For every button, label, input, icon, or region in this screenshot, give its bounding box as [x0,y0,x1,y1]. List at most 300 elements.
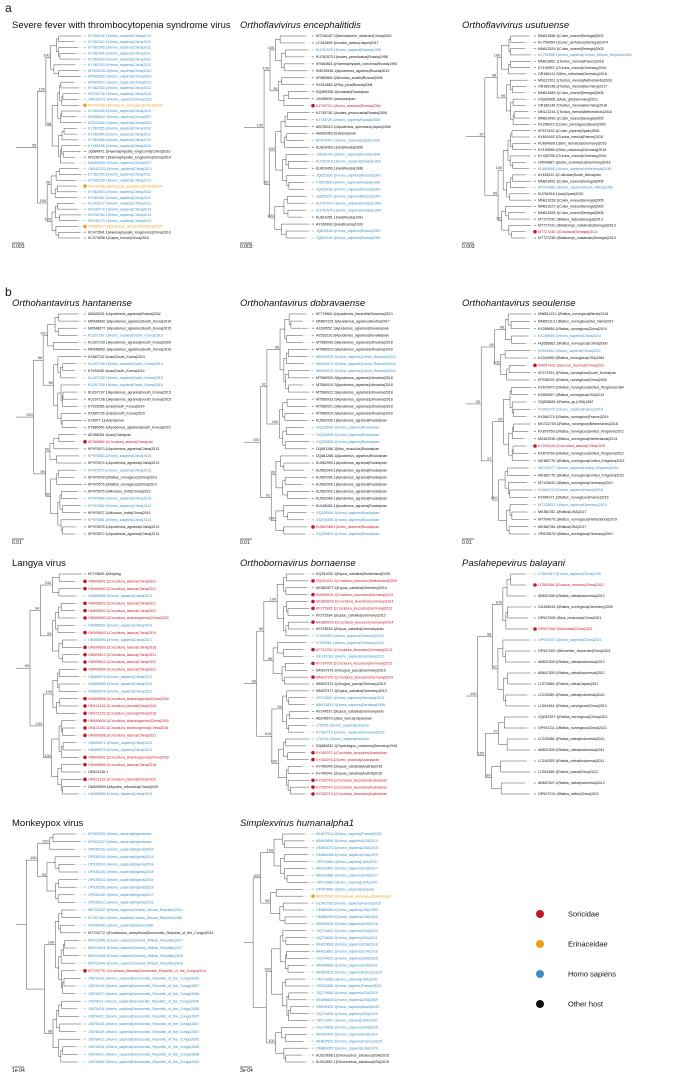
leaf-label: JX878427.1|Homo_sapiens|Democratic_Republic_of_the_Congo|2006 [88,991,200,996]
bootstrap-label: 99 [496,215,501,221]
panel-title: Orthoflavivirus encephalitidis [240,20,361,31]
tip-marker [533,230,537,234]
leaf-label: MK360775.1|Rattus_norvegicus|United_Kingdom|2013 [538,458,625,463]
figure-label-a: a [5,1,12,15]
leaf-label: OM065573.1|Homo_sapiens|China|2021 [88,748,153,753]
leaf-label: OM860059.1|Homo_sapiens|USA|2020 [316,915,379,920]
tip-marker [312,697,313,698]
leaf-label: KY362355.1|Homo_sapiens|China|2012 [88,126,152,131]
tip-marker [312,840,313,841]
scale-label: 0.003 [12,244,25,250]
tip-marker [312,854,313,855]
tip-marker [84,342,85,343]
leaf-label: KX601692.1|Turdus_merula|France|2015 [538,135,603,140]
leaf-label: JQ825160.1|Homo_sapiens|Russia|1999 [316,173,381,178]
tip-marker [311,792,315,796]
tree-panel-dob [240,298,396,546]
bootstrap-label: 100 [493,359,500,365]
tip-marker [84,203,85,204]
bootstrap-label: 100 [26,412,33,418]
tip-marker [312,484,313,485]
tip-marker [84,864,85,865]
leaf-label: KX064270.1|Homo_sapiens|France|2016 [538,488,603,493]
tip-marker [534,225,535,226]
leaf-label: AY533120.3|Apodemus_agrarius|Slovakia|nan [316,333,390,338]
leaf-label: OM099629.1|Crocidura_lasiura|China|2021 [88,601,157,606]
leaf-label: MN999839.1|Homo_sapiens|USA|2016 [316,922,378,927]
leaf-label: LC225389.1|Rattus_rattus|Indonesia|2010 [538,693,605,698]
tip-marker [84,434,85,435]
tip-marker [84,505,85,506]
tip-marker [312,427,313,428]
bootstrap-label: 91 [265,492,271,498]
tip-marker [312,1027,313,1028]
leaf-label: LC573646.1|Rattus_rattus|Japan|2017 [538,682,599,687]
leaf-label: LR699887.1|Bubo_scandiacus|Germany|2016 [538,160,611,165]
leaf-label: MT580921.2|Apodemus_agrarius|Lithuania|2018 [316,404,393,409]
tip-marker [84,879,85,880]
bootstrap-label: 100 [264,731,271,737]
tip-marker [84,349,85,350]
tip-marker [312,972,313,973]
leaf-label: KY362354.1|Homo_sapiens|China|2011 [88,132,151,137]
leaf-label: LT991983.1|Homo_sapiens|Germany|2018 [316,634,384,639]
bootstrap-label: 100 [267,44,275,50]
leaf-label: KX289654.1|Rattus_norvegicus|China|2014 [538,326,607,331]
leaf-label: OM099606.1|Crocidura_shantungensis|China|2018 [88,696,169,701]
leaf-label: KX064271.1|Rattus_norvegicus|France|2016 [538,495,609,500]
leaf-label: KU310658.1|Chlorocebus_sabaeus|USA|2015 [316,1053,389,1058]
legend-label: Soricidae [568,909,600,919]
leaf-label: OP535312.1|Homo_sapiens|Nigeria|2018 [88,900,154,905]
tip-marker [312,356,313,357]
tip-marker [534,206,535,207]
leaf-label: KP970572.1|Apodemus_agrarius|China|2013 [88,532,160,537]
tip-marker [84,328,85,329]
tip-marker [534,771,535,772]
leaf-label: MN813329.1|Culex_neavei|Senegal|2003 [538,46,604,51]
leaf-label: MG025937.1|Erinaceus_europaeus|Switzerland [316,894,392,899]
leaf-label: KY002077.1|Crocidura_leucodon|Austria|nan [316,750,387,755]
tip-marker [84,116,85,117]
leaf-label: MT580929.2|Apodemus_agrarius|Lithuania|2018 [316,411,393,416]
leaf-label: DQ681266.1|Mus_musculus|Russia|nan [316,447,380,452]
leaf-label: OM860065.1|Homo_sapiens|USA|1990 [316,908,379,913]
leaf-label: KP970581.1|Homo_sapiens|China|2013 [88,518,152,523]
leaf-label: KY362363.1|Homo_sapiens|China|2012 [88,190,152,195]
tip-marker [84,512,85,513]
leaf-label: KR230788.1|Erinaceus_europaeus|China|2014 [88,103,163,108]
leaf-label: GQ205397.1|Homo_sapiens|Russia|nan [316,532,380,537]
tip-marker [534,519,535,520]
tip-marker [84,1046,85,1047]
leaf-label: KU207197.1|Apodemus_agrarius|South_Korea|2015 [88,390,171,395]
leaf-label: OM099639.1|Crocidura_lasiura|China|2018 [88,645,157,650]
tip-marker [84,833,85,834]
tip-marker [83,653,87,657]
tip-marker [84,947,85,948]
leaf-label: OP535335.1|Homo_sapiens|Nigeria|2018 [88,885,154,890]
tip-marker [84,93,85,94]
bootstrap-label: 100 [35,720,43,726]
leaf-label: OM065589.1|Homo_sapiens|China|2019 [88,682,153,687]
tip-marker [312,126,313,127]
tip-marker [312,210,313,211]
leaf-label: MT580919.2|Apodemus_agrarius|Lithuania|2018 [316,383,393,388]
tip-marker [84,1008,85,1009]
leaf-label: MT374407.1|Homo_sapiens|Japan|1990 [316,138,380,143]
leaf-label: AF288294.1|nan|China|nan [88,432,132,437]
leaf-label: GQ205399.1|Homo_sapiens|Russia|nan [316,425,380,430]
tip-marker [84,856,85,857]
tip-marker [84,384,85,385]
bootstrap-label: 100 [30,855,37,861]
leaf-label: JQ825148.1|Homo_sapiens|Russia|1992 [316,229,381,234]
tip-marker [312,1034,313,1035]
bootstrap-label: 100 [495,165,503,171]
leaf-label: L76234.1|Homo_sapiens|nan|nan [316,737,370,742]
leaf-label: KX879769.1|Rattus_norvegicus|United_Kingdom|2012 [538,451,624,456]
leaf-label: OR711687.1|Homo_sapiens|USA|2020 [316,1018,378,1023]
tip-marker [312,875,313,876]
leaf-label: MN813489.1|Culex_neavei|Senegal|2005 [538,91,604,96]
leaf-label: OM860057.1|Homo_sapiens|USA|1979 [316,1046,379,1051]
tip-marker [312,985,313,986]
leaf-label: DQ989336.1|Ixodidae|Russia|nan [316,89,370,94]
scale-label: 0.01 [240,540,250,546]
tip-marker [534,200,535,201]
leaf-label: JX878428.1|Homo_sapiens|Democratic_Republic_of_the_Congo|2006 [88,1045,200,1049]
leaf-label: OM065576.1|Homo_sapiens|China|2021 [88,674,153,679]
tip-marker [312,1041,313,1042]
leaf-label: KF573410.1|Culex_pipiens|Spain|2006 [538,128,600,133]
bootstrap-label: 88 [45,491,50,497]
leaf-label: OP947208.1|Mus_musculus|China|2021 [538,616,602,621]
leaf-label: OM099601.1|Crocidura_shantungensis|China|2018 [88,755,169,760]
tip-marker [84,392,85,393]
tip-marker [84,35,85,36]
tip-marker [84,849,85,850]
tip-marker [312,434,313,435]
panel-title: Monkeypox virus [12,818,84,829]
bootstrap-label: 100 [253,872,260,878]
leaf-label: AB246670.1|Bos_taurus|Japan|nan [316,716,372,721]
tip-marker [534,482,535,483]
leaf-label: JX878415.1|Homo_sapiens|Democratic_Republic_of_the_Congo|2008 [88,1007,200,1011]
leaf-label: MG800678.1|Crocidura_leucodon|Germany|2014 [316,599,394,604]
leaf-label: KU760915.1|nan|Spain|2010 [538,192,584,197]
tip-marker [83,726,87,730]
leaf-label: KY002073.1|Crocidura_leucodon|Austria|nan [316,792,387,797]
tip-marker [84,64,85,65]
bootstrap-label: 100 [269,596,277,602]
tip-marker [312,745,313,746]
tip-marker [84,963,85,964]
tip-marker [84,209,85,210]
leaf-label: MN974829.1|Homo_sapiens|Germany|1996 [316,702,386,707]
tip-marker [84,87,85,88]
leaf-label: EU816450.1|nan|Russia|1986 [316,166,364,171]
leaf-label: JQ825146.1|Homo_sapiens|Russia|1994 [316,236,381,241]
tip-marker [534,357,535,358]
leaf-label: KR230773.1|Homo_sapiens|China|2013 [88,218,152,223]
tip-marker [84,526,85,527]
leaf-label: JQ684872.1|Haemaphysalis_longicornis|China|2010 [88,149,171,154]
tip-marker [312,958,313,959]
tip-marker [312,384,313,385]
tree-panel-mpx [12,818,213,1074]
leaf-label: AY374537.2|Equus_caballus|Germany|nan [316,709,384,714]
leaf-label: KP970575.1|Microtus_fortis|China|2013 [88,489,151,494]
tip-marker [534,372,535,373]
tip-marker [84,377,85,378]
leaf-label: OM099610.1|Crocidura_lasiura|China|2021 [88,660,157,665]
tip-marker [84,691,85,692]
leaf-label: MN702446.1|Homo_sapiens|Central_African_Republic|2016 [88,953,183,958]
tip-marker [312,147,313,148]
leaf-label: MT022606.1|Homo_sapiens|China|2013 [88,120,152,125]
scale-label: 3e-04 [240,1068,253,1074]
tip-marker [534,453,535,454]
tip-marker [534,497,535,498]
bootstrap-label: 100 [39,198,47,204]
tip-marker [84,47,85,48]
tip-marker [312,420,313,421]
tip-marker [534,187,535,188]
tip-marker [312,203,313,204]
tree-panel-usu [462,20,632,250]
bootstrap-label: 92 [475,398,481,404]
leaf-label: KC505142.1|Homo_sapiens|China|2011 [88,34,152,39]
bootstrap-label: 98 [31,142,37,148]
panel-title: Orthobornavirus bornaense [240,558,356,569]
leaf-label: MN702444.1|Homo_sapiens|Central_African_Republic|2017 [88,946,183,951]
tip-marker [311,785,315,789]
bootstrap-label: 90 [44,446,49,452]
leaf-label: AB753012.1|Apodemus_speciosus|Japan|2008 [316,124,391,129]
leaf-label: KJ950987.1|Rattus_norvegicus|USA|2013 [538,392,605,397]
tip-marker [312,587,313,588]
leaf-label: OP947211.1|Rattus_norvegicus|China|2021 [538,726,607,731]
leaf-label: MH193387.1|Homo_sapiens|USA|2017 [316,866,378,871]
tip-marker [312,63,313,64]
bootstrap-label: 96 [258,626,263,632]
leaf-label: JX878418.1|Homo_sapiens|Democratic_Republic_of_the_Congo|2007 [88,1022,200,1027]
tip-marker [312,635,313,636]
tip-marker [312,35,313,36]
tip-marker [312,133,313,134]
tip-marker [534,48,535,49]
tip-marker [84,399,85,400]
tip-marker [534,423,535,424]
tip-marker [84,902,85,903]
tip-marker [312,441,313,442]
tip-marker [312,930,313,931]
leaf-label: MK548677.1|Apodemus_agrarius|South_Korea|2015 [88,326,172,331]
leaf-label: KC257460.1|Homo_sapiens|Central_African_Republic|1988 [88,915,183,920]
leaf-label: KY362361.1|Homo_sapiens|China|2011 [88,195,151,200]
tip-marker [84,363,85,364]
leaf-label: MK900675.1|Homo_sapiens|Czech_Republic|2011 [316,354,396,359]
leaf-label: KX064275.1|Homo_sapiens|France|2014 [538,407,603,412]
leaf-label: OQ835584.1|Rattus_sp.|USA|1982 [538,400,594,405]
tip-marker [534,526,535,527]
leaf-label: KF880803.1|Haemaphysalis_concinna|Russia|1990 [316,62,398,67]
leaf-label: EF536376.1|Rattus_norvegicus|China|2005 [538,378,607,383]
tip-marker [84,134,85,135]
leaf-label: DQ251041.1|Crocidura_leucodon|Switzerland|2005 [316,579,397,584]
tip-marker [534,143,535,144]
leaf-label: MZ243377.1|Homo_sapiens|United_Kingdom|2019 [538,466,619,471]
leaf-label: KY362344.1|Homo_sapiens|China|2011 [88,51,151,56]
tip-marker [312,406,313,407]
leaf-label: MT005262.1|Homo_sapiens|China|2013 [88,74,152,79]
tip-marker [84,985,85,986]
bootstrap-label: 94 [277,703,282,709]
tip-marker [312,1048,313,1049]
tip-marker [312,49,313,50]
bootstrap-label: 95 [273,85,278,91]
leaf-label: KU761575.1|Homo_sapiens|Russia|1958 [316,208,381,213]
leaf-label: KC754954.1|Culex_perfuscus|Senegal|1974 [538,40,608,45]
leaf-label: MH697529.1|Homo_sapiens|France|2015 [316,1039,382,1044]
tip-marker [534,683,535,684]
tip-marker [84,786,85,787]
tip-marker [534,650,535,651]
leaf-label: OP535334.1|Homo_sapiens|Nigeria|2018 [88,877,154,882]
tip-marker [84,1061,85,1062]
leaf-label: OM099571.1|Homo_sapiens|China|2020 [88,740,153,745]
leaf-label: MT580922.2|Apodemus_agrarius|Lithuania|2018 [316,390,393,395]
tip-marker [312,342,313,343]
leaf-label: EU562992.1|Apodemus_agrarius|Russia|nan [316,489,387,494]
leaf-label: GQ205396.1|Homo_sapiens|Russia|nan [316,510,380,515]
leaf-label: KF275185.1|Crocidura_leucodon|Germany|2012 [316,606,393,611]
tip-marker [83,712,87,716]
tip-marker [534,394,535,395]
tip-marker [312,519,313,520]
leaf-label: EU562994.1|Apodemus_agrarius|Russia|nan [316,461,387,466]
tip-marker [312,656,313,657]
bootstrap-label: 100 [44,580,52,585]
leaf-label: KT933055.1|nan|South_Korea|2014 [88,404,145,409]
leaf-label: KY426758.1|Turdus_merula|Germany|2016 [538,154,607,159]
leaf-label: MK548690.1|Apodemus_agrarius|South_Korea|2016 [88,319,172,324]
leaf-label: KR230776.1|Homo_sapiens|China|2013 [88,91,152,96]
tip-marker [312,512,313,513]
tip-marker [83,660,87,664]
tip-marker [84,455,85,456]
leaf-label: OR711686.1|Homo_sapiens|USA|2020 [316,859,378,864]
leaf-label: OP297886.1|Homo_sapiens|nan|nan [316,887,375,892]
leaf-label: JX878422.1|Homo_sapiens|Democratic_Republic_of_the_Congo|2006 [88,1037,200,1042]
leaf-label: OP589917.1|Erinaceus_amurensis|China|2019 [88,224,162,229]
tip-marker [312,77,313,78]
tip-marker [534,155,535,156]
tip-marker [83,440,87,444]
tip-marker [84,484,85,485]
leaf-label: OQ724689.1|Homo_sapiens|USA|2015 [316,991,378,996]
tip-marker [84,427,85,428]
leaf-label: MK360775.1|Rattus_norvegicus|United_Kingdom|2012 [538,473,625,478]
leaf-label: KY362345.1|Homo_sapiens|China|2011 [88,172,151,177]
leaf-label: KP970577.1|Microtus_fortis|China|2013 [88,510,151,515]
leaf-label: MN122244.1|Turdus_merula|Netherlands|2018 [538,109,612,114]
leaf-label: MN702445.1|Homo_sapiens|Central_African_Republic|2017 [88,938,183,943]
tip-marker [534,716,535,717]
tip-marker [84,370,85,371]
leaf-label: AJ269552.1|Apodemus_agrarius|Slovakia|nan [316,326,389,331]
bootstrap-label: 99 [501,92,506,98]
leaf-label: MN999787.1|Homo_sapiens|USA|2010 [316,1032,378,1037]
leaf-label: KY002076.1|Sorex_araneus|Austria|nan [316,757,380,762]
leaf-label: JX878412.1|Homo_sapiens|Democratic_Republic_of_the_Congo|2008 [88,1052,200,1057]
tip-marker [534,738,535,739]
leaf-label: KX289659.1|Homo_sapiens|China|2014 [538,334,602,339]
leaf-label: OM099630.1|Crocidura_shantungensis|China|2020 [88,616,169,621]
tip-marker [312,690,313,691]
tip-marker [534,54,535,55]
bootstrap-label: 99 [47,630,52,636]
tip-marker [83,668,87,672]
leaf-label: OM101130.1|Crocidura_shantungensis|China|2018 [88,726,169,731]
leaf-label: KU207205.1|Homo_sapiens|South_Korea|2015 [88,383,163,388]
tip-marker [312,161,313,162]
tip-marker [311,662,315,666]
tip-marker [534,86,535,87]
bootstrap-label: 99 [267,655,273,661]
tip-marker [534,606,535,607]
leaf-label: KX6077.1|nan|nan|nan [88,418,125,423]
tip-marker [312,91,313,92]
leaf-label: EU562989.1|Apodemus_agrarius|Russia|nan [316,496,387,501]
leaf-label: OM162220.1|Homo_sapiens|China|2021 [88,166,153,171]
leaf-label: KU761574.1|Homo_sapiens|Russia|1958 [316,201,381,206]
tip-marker [312,642,313,643]
leaf-label: OP947209.1|Niviventer_niviventer|China|2021 [538,649,611,654]
leaf-label: EU816453.1|nan|Russia|2000 [316,145,364,150]
leaf-label: MT724770.1|Crocidura_littoralis|Democratic_Republic_of_the_Congo|2014 [88,969,206,973]
bootstrap-label: 91 [261,381,266,387]
tip-marker [534,99,535,100]
leaf-label: OP870676.1|Rattus_norvegicus|Germany|2019 [538,532,613,537]
bootstrap-label: 98 [251,678,256,684]
leaf-label: OP947210.1|Rattus_rattus|China|2021 [538,792,599,797]
leaf-label: KY362366.1|Homo_sapiens|China|2012 [88,138,152,143]
tip-marker [534,409,535,410]
tip-marker [534,219,535,220]
leaf-label: KF880805.1|Microtus_arvalis|Russia|2008 [316,75,383,80]
tip-marker [84,1054,85,1055]
tree-panel-tbe [240,20,397,250]
leaf-label: EU816451.1|nan|Russia|1991 [316,215,364,220]
tip-marker [83,704,87,708]
tip-marker [312,615,313,616]
scale-label: 0.003 [240,244,253,250]
leaf-label: KF278639.1|Mojiang [88,572,121,577]
bootstrap-label: 97 [493,728,498,734]
tip-marker [534,431,535,432]
tip-marker [311,579,315,583]
tip-marker [312,448,313,449]
bootstrap-label: 100 [270,758,278,764]
leaf-label: OP535340.1|Homo_sapiens|Nigeria|2017 [88,893,154,897]
leaf-label: GQ205393.1|Homo_sapiens|Russia|nan [316,439,380,444]
tip-marker [311,675,315,679]
leaf-label: KU761576.1|Homo_sapiens|Russia|1998 [316,48,381,53]
tip-marker [312,392,313,393]
leaf-label: MT005255.1|Homo_sapiens|China|2012 [88,68,152,73]
